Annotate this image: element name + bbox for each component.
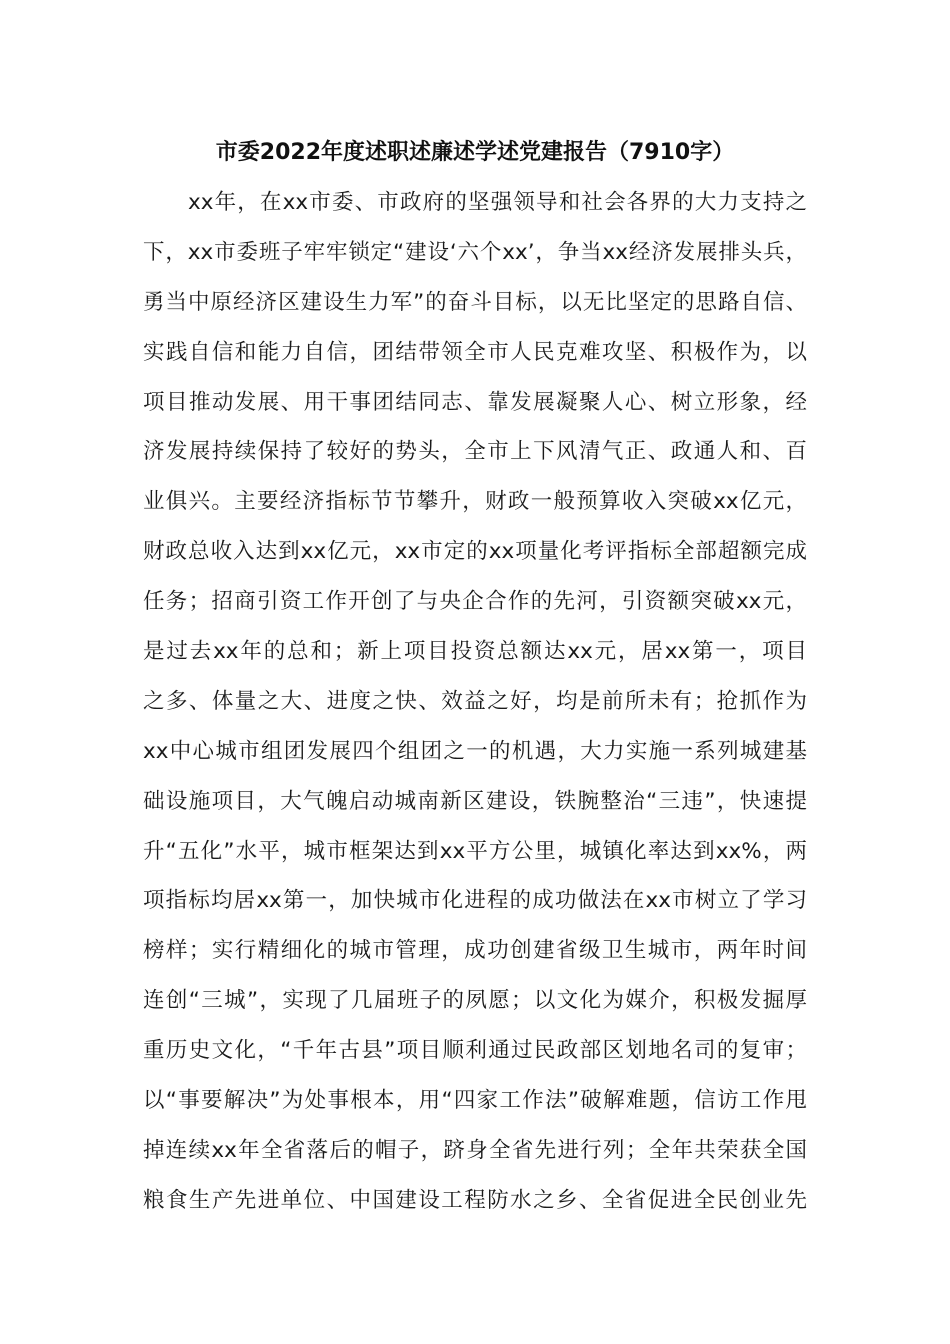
- body-line: 升“五化”水平，城市框架达到xx平方公里，城镇化率达到xx%，两: [143, 838, 807, 864]
- body-line: 业俱兴。主要经济指标节节攀升，财政一般预算收入突破xx亿元，: [143, 489, 807, 515]
- body-line: 掉连续xx年全省落后的帽子，跻身全省先进行列；全年共荣获全国: [143, 1137, 807, 1163]
- body-line: 以“事要解决”为处事根本，用“四家工作法”破解难题，信访工作甩: [143, 1088, 807, 1114]
- page-title: 市委2022年度述职述廉述学述党建报告（7910字）: [215, 140, 735, 165]
- body-line: 之多、体量之大、进度之快、效益之好，均是前所未有；抢抓作为: [143, 688, 807, 714]
- body-line: 重历史文化，“千年古县”项目顺利通过民政部区划地名司的复审；: [143, 1038, 807, 1064]
- body-line: 下，xx市委班子牢牢锁定“建设‘六个xx’，争当xx经济发展排头兵，: [143, 239, 807, 265]
- body-line: 任务；招商引资工作开创了与央企合作的先河，引资额突破xx元，: [143, 589, 807, 615]
- body-line: xx中心城市组团发展四个组团之一的机遇，大力实施一系列城建基: [143, 738, 807, 764]
- body-line: 项指标均居xx第一，加快城市化进程的成功做法在xx市树立了学习: [143, 888, 807, 914]
- body-line: 财政总收入达到xx亿元，xx市定的xx项量化考评指标全部超额完成: [143, 539, 807, 565]
- body-line: 榜样；实行精细化的城市管理，成功创建省级卫生城市，两年时间: [143, 938, 807, 964]
- body-line: 济发展持续保持了较好的势头，全市上下风清气正、政通人和、百: [143, 439, 807, 465]
- body-line: xx年，在xx市委、市政府的坚强领导和社会各界的大力支持之: [188, 190, 807, 215]
- body-line: 实践自信和能力自信，团结带领全市人民克难攻坚、积极作为，以: [143, 339, 807, 365]
- body-line: 项目推动发展、用干事团结同志、靠发展凝聚人心、树立形象，经: [143, 389, 807, 415]
- body-line: 连创“三城”，实现了几届班子的夙愿；以文化为媒介，积极发掘厚: [143, 988, 807, 1014]
- body-line: 粮食生产先进单位、中国建设工程防水之乡、全省促进全民创业先: [143, 1187, 807, 1213]
- body-text: [143, 178, 813, 1226]
- body-line: 是过去xx年的总和；新上项目投资总额达xx元，居xx第一，项目: [143, 639, 807, 665]
- body-line: 础设施项目，大气魄启动城南新区建设，铁腕整治“三违”，快速提: [143, 788, 807, 814]
- body-line: 勇当中原经济区建设生力军”的奋斗目标，以无比坚定的思路自信、: [143, 289, 807, 315]
